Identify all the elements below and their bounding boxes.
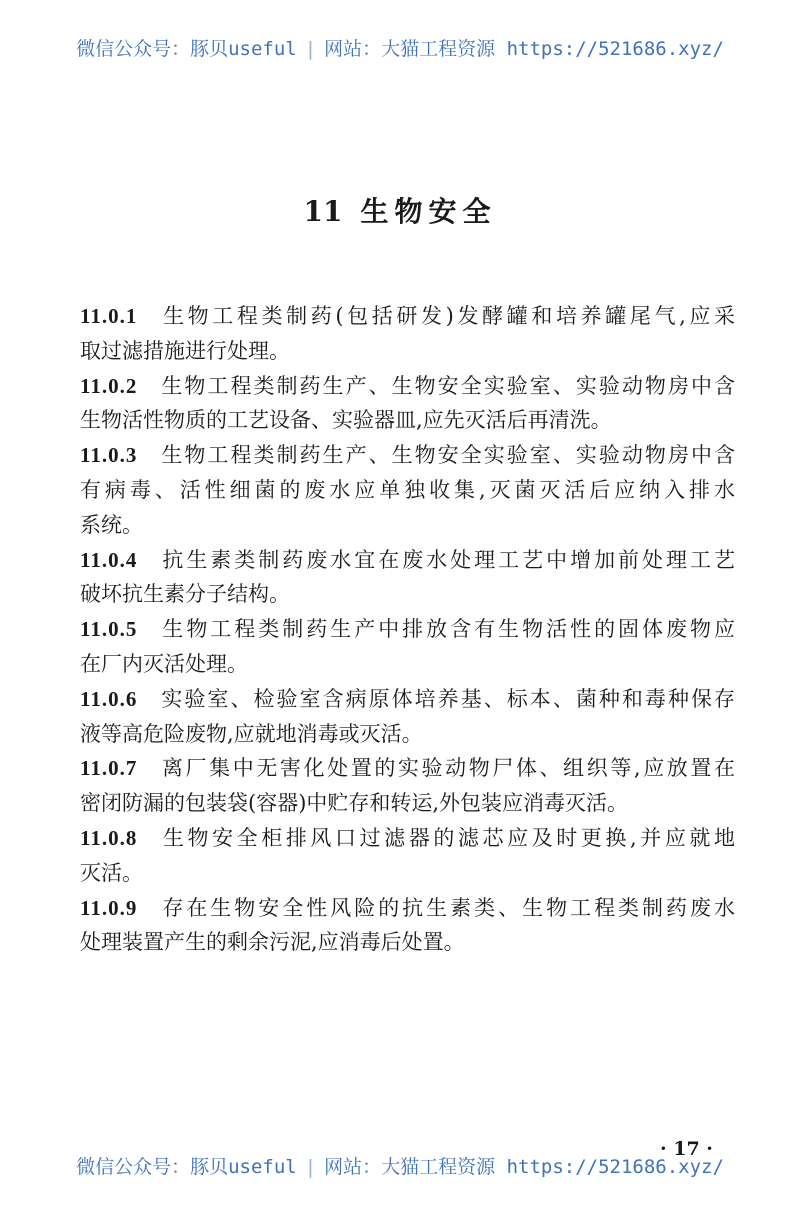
clause-line [80, 577, 735, 612]
watermark-website: 网站：大猫工程资源 https://521686.xyz/ [324, 38, 724, 60]
clause-text: 破坏抗生素分子结构。 [80, 582, 290, 607]
clause [80, 438, 735, 542]
clause-number: 11.0.8 [80, 825, 138, 850]
clause [80, 891, 735, 961]
clause-text: 生物安全柜排风口过滤器的滤芯应及时更换,并应就地 [159, 825, 735, 850]
clause-line [80, 438, 735, 473]
page-number: · 17 · [660, 1138, 713, 1160]
clause-text: 实验室、检验室含病原体培养基、标本、菌种和毒种保存 [159, 686, 735, 711]
clause-line [80, 856, 735, 891]
clause-text: 生物活性物质的工艺设备、实验器皿,应先灭活后再清洗。 [80, 408, 612, 433]
watermark-wechat: 微信公众号：豚贝useful [76, 38, 297, 60]
clause-line [80, 369, 735, 404]
clause [80, 821, 735, 891]
chapter-heading [0, 190, 800, 230]
watermark-top [0, 34, 800, 61]
clause [80, 369, 735, 439]
chapter-title: 生物安全 [360, 195, 497, 228]
clause-number: 11.0.5 [80, 617, 138, 642]
clause-text: 生物工程类制药生产中排放含有生物活性的固体废物应 [159, 617, 735, 642]
clause-line [80, 403, 735, 438]
clause-line [80, 751, 735, 786]
clause-text: 生物工程类制药(包括研发)发酵罐和培养罐尾气,应采 [159, 304, 735, 328]
clause-line [80, 786, 735, 821]
clause-text: 处理装置产生的剩余污泥,应消毒后处置。 [80, 930, 465, 955]
clause [80, 543, 735, 613]
clause-line [80, 821, 735, 856]
clause-line [80, 717, 735, 752]
clause [80, 612, 735, 682]
clause-line [80, 925, 735, 960]
clause-line [80, 334, 735, 369]
clause-line [80, 682, 735, 717]
clause [80, 299, 735, 369]
clause-text: 有病毒、活性细菌的废水应单独收集,灭菌灭活后应纳入排水 [80, 477, 735, 502]
clause-line [80, 543, 735, 578]
clause-list [80, 299, 735, 960]
watermark-wechat: 微信公众号：豚贝useful [76, 1156, 297, 1178]
clause [80, 751, 735, 821]
clause-number: 11.0.6 [80, 686, 138, 711]
clause [80, 682, 735, 752]
watermark-bottom [0, 1152, 800, 1179]
clause-text: 离厂集中无害化处置的实验动物尸体、组织等,应放置在 [159, 756, 735, 781]
clause-line [80, 473, 735, 508]
clause-number: 11.0.4 [80, 547, 138, 572]
clause-line [80, 647, 735, 682]
watermark-separator: | [304, 1156, 317, 1178]
clause-text: 密闭防漏的包装袋(容器)中贮存和转运,外包装应消毒灭活。 [80, 791, 629, 816]
clause-text: 抗生素类制药废水宜在废水处理工艺中增加前处理工艺 [159, 547, 735, 572]
clause-text: 系统。 [80, 512, 143, 537]
clause-number: 11.0.1 [80, 304, 138, 328]
clause-number: 11.0.7 [80, 756, 138, 781]
clause-number: 11.0.9 [80, 895, 138, 920]
clause-text: 在厂内灭活处理。 [80, 651, 248, 676]
clause-text: 存在生物安全性风险的抗生素类、生物工程类制药废水 [159, 895, 735, 920]
clause-line [80, 612, 735, 647]
clause-line [80, 508, 735, 543]
clause-line [80, 891, 735, 926]
watermark-website: 网站：大猫工程资源 https://521686.xyz/ [324, 1156, 724, 1178]
watermark-separator: | [304, 38, 317, 60]
clause-text: 灭活。 [80, 860, 143, 885]
clause-text: 取过滤措施进行处理。 [80, 338, 290, 363]
clause-number: 11.0.3 [80, 443, 138, 468]
clause-text: 生物工程类制药生产、生物安全实验室、实验动物房中含 [159, 373, 735, 398]
clause-number: 11.0.2 [80, 373, 138, 398]
clause-line [80, 299, 735, 334]
chapter-number: 11 [303, 195, 343, 228]
clause-text: 液等高危险废物,应就地消毒或灭活。 [80, 721, 423, 746]
clause-text: 生物工程类制药生产、生物安全实验室、实验动物房中含 [159, 443, 735, 468]
